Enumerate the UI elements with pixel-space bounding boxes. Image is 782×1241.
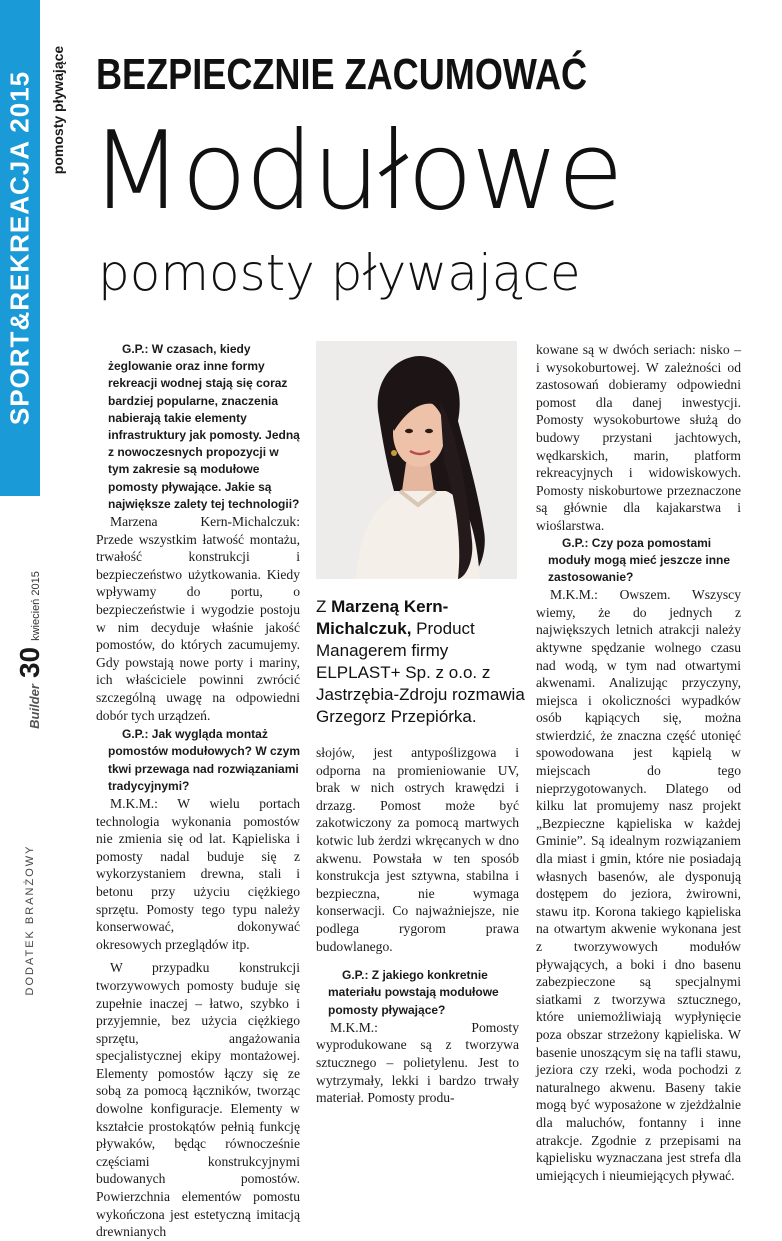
supplement-label: DODATEK BRANŻOWY — [24, 844, 36, 996]
section-banner — [0, 0, 40, 496]
magazine-name: Builder — [27, 684, 42, 729]
portrait-illustration — [316, 341, 517, 579]
issue-date: kwiecień 2015 — [30, 571, 42, 641]
subsection-label: pomosty pływające — [50, 45, 66, 175]
answer-paragraph: W przypadku konstrukcji tworzywowych pomosty buduje się zupełnie inaczej – łatwo, szybko i przyjemnie, bez użycia ciężkiego sprzętu, angażowania specjalistycznej ekipy montażowej. Elementy pomostów łączy się ze sobą za pomocą łączników, tworząc dowolne konfiguracje. Elementy w kształcie prostokątów pełnią funkcję pływaków, będąc równocześnie częściami konstrukcyjnymi budowanych pomostów. Powierzchnia elementów pomostu wykończona jest estetyczną imitacją drewnianych — [96, 960, 300, 1240]
caption-prefix: Z — [316, 597, 332, 616]
caption-text: Product Managerem firmy ELPLAST+ Sp. z o.o. z Jastrzębia-Zdroju rozmawia Grzegorz Przepiórka. — [316, 619, 525, 726]
folio — [14, 571, 46, 729]
article-subtitle: pomosty pływające — [98, 244, 581, 302]
interviewee-name: Marzeną Kern-Michalczuk, — [316, 597, 449, 638]
page-number: 30 — [14, 646, 45, 679]
left-column — [96, 341, 300, 1241]
question: G.P.: Z jakiego konkretnie materiału powstają modułowe pomosty pływające? — [328, 968, 499, 1017]
article-title: Modułowe — [90, 109, 622, 234]
kicker-headline: BEZPIECZNIE ZACUMOWAĆ — [96, 50, 588, 99]
question: G.P.: Jak wygląda montaż pomostów modułowych? W czym tkwi przewaga nad rozwiązaniami tradycyjnymi? — [108, 727, 301, 793]
right-column — [536, 341, 741, 1184]
answer-paragraph: słojów, jest antypoślizgowa i odporna na promieniowanie UV, brak w nich ostrych krawędzi i drzazg. Pomost może być zakotwiczony za pomocą martwych kotwic lub żerdzi wkręcanych w dno akwenu. Powstała w ten sposób konstrukcja jest sztywna, stabilna i bezpieczna, nie wymaga konserwacji. Co najważniejsze, nie podlega rygorom prawa budowlanego. — [316, 745, 519, 954]
middle-column — [316, 744, 519, 1107]
answer-paragraph: M.K.M.: Pomosty wyprodukowane są z tworzywa sztucznego – polietylenu. Jest to wytrzymały, lekki i bardzo trwały materiał. Pomosty produ- — [316, 1019, 519, 1106]
answer-paragraph: kowane są w dwóch seriach: nisko – i wysokoburtowej. W zależności od zastosowań dobieramy odpowiedni pomost dla danej inwestycji. Pomosty wysokoburtowe służą do budowy przystani jachtowych, wędkarskich, marin, platform rekreacyjnych i widowiskowych. Pomosty niskoburtowe przeznaczone są głównie dla kajakarstwa i wioślarstwa. — [536, 342, 741, 533]
answer-paragraph: M.K.M.: Owszem. Wszyscy wiemy, że do jednych z największych letnich atrakcji należy aktywne spędzanie wolnego czasu nad wodą, w tym nad otwartymi akwenami. Analizując przyczyny, miejsca i okoliczności wypadków osób kąpiących się, można stwierdzić, że znaczna część utonięć spowodowana jest kąpielą w miejscach do tego nieprzygotowanych. Dlatego od kilku lat promujemy nasz projekt „Bezpieczne kąpieliska w każdej Gminie”. Są idealnym rozwiązaniem dla miast i gmin, które nie posiadają własnych basenów, ale dysponują dostępem do jeziora, żwirowni, stawu itp. Korona takiego kąpieliska na otwartym akwenie wykonana jest z tworzywowych modułów pływających, a boki i dno basenu zabezpieczone są specjalnymi siatkami z tworzywa sztucznego, które uniemożliwiają wypłynięcie poza obszar strzeżony kąpieliska. W basenie unoszącym się na tafli stawu, jeziora czy rzeki, woda pochodzi z naturalnego akwenu. Baseny takie mogą być wyposażone w zjeżdżalnie dla maluchów, fontanny i inne atrakcje. Zgodnie z przepisami na kąpielisku wyznaczana jest strefa dla umiejących i nieumiejących pływać. — [536, 587, 741, 1183]
answer-paragraph: M.K.M.: W wielu portach technologia wykonania pomostów nie zmienia się od lat. Kąpieliska i pomosty nadal buduje się z wykorzystaniem drewna, stali i betonu przy użyciu ciężkiego sprzętu. Pomosty tego typu należy konserwować, dokonywać okresowych przeglądów itp. — [96, 795, 300, 952]
portrait-photo — [316, 341, 517, 579]
section-title: SPORT&REKREACJA 2015 — [4, 70, 35, 426]
answer-paragraph: Marzena Kern-Michalczuk: Przede wszystkim łatwość montażu, trwałość konstrukcji i bezpieczeństwo użytkowania. Kiedy wpływamy do portu, o bezpieczeństwie i wygodzie postoju w nim decyduje właśnie jakość pomostów, do których zacumujemy. Gdy powstają nowe porty i mariny, ich właściciele powinni zwrócić szczególną uwagę na odpowiedni dobór tych urządzeń. — [96, 514, 300, 723]
question: G.P.: Czy poza pomostami moduły mogą mieć jeszcze inne zastosowanie? — [548, 535, 731, 584]
interview-caption — [316, 596, 526, 728]
question: G.P.: W czasach, kiedy żeglowanie oraz inne formy rekreacji wodnej stają się coraz bardziej popularne, znaczenia nabierają takie elementy infrastruktury jak pomosty. Jedną z nowoczesnych propozycji w tym zakresie są modułowe pomosty pływające. Jakie są największe zalety tej technologii? — [108, 342, 300, 511]
